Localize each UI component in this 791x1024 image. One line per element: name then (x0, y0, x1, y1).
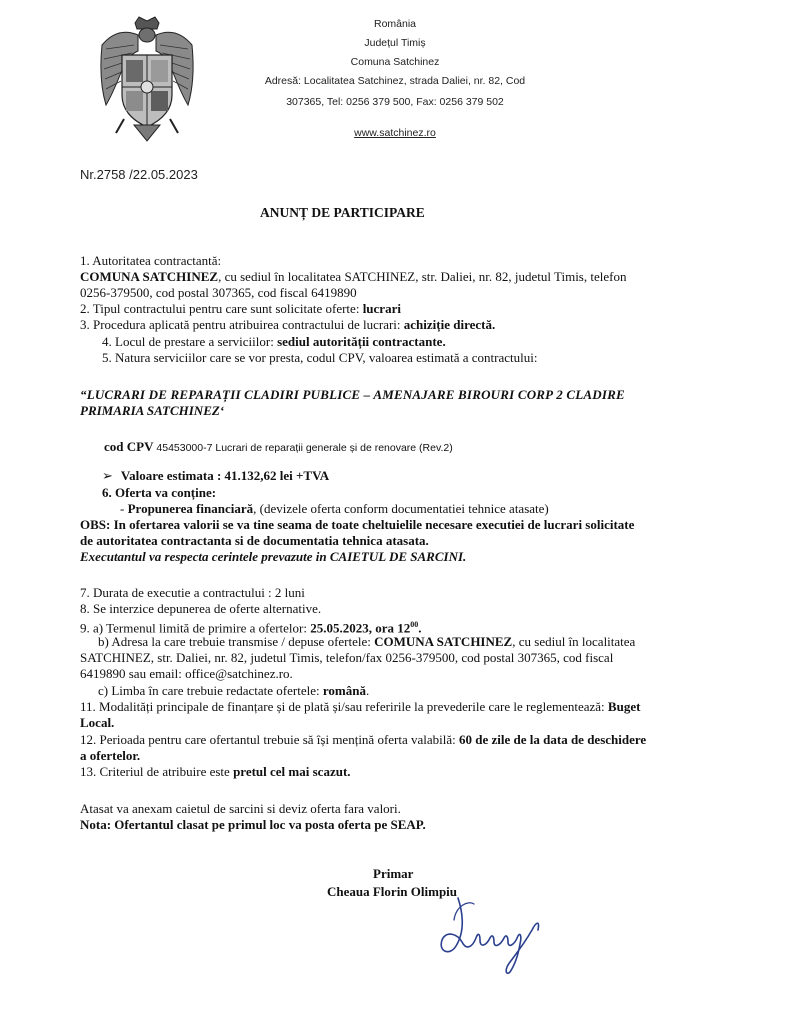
nota (80, 817, 426, 833)
item-dash: - (120, 501, 128, 516)
contract-object-line1: “LUCRARI DE REPARAȚII CLADIRI PUBLICE – AMENAJARE BIROURI CORP 2 CLADIRE (80, 387, 625, 402)
section-12-line2: a ofertelor. (80, 748, 141, 763)
annex-note: Atasat va anexam caietul de sarcini si deviz oferta fara valori. (80, 801, 401, 816)
cpv-value: 45453000-7 Lucrari de reparații generale și de renovare (Rev.2) (153, 442, 453, 454)
section-4-value: sediul autorității contractante. (277, 334, 446, 349)
section-9b (98, 634, 635, 650)
estimated-value-text: Valoare estimata : 41.132,62 lei +TVA (120, 468, 330, 483)
header-address-line2: 307365, Tel: 0256 379 500, Fax: 0256 379 502 (286, 96, 504, 108)
section-9b-line2: SATCHINEZ, str. Daliei, nr. 82, judetul Timis, telefon/fax 0256-379500, cod postal 307365, cod fiscal (80, 650, 614, 665)
section-6-label (102, 485, 216, 501)
language-value: română (322, 683, 366, 698)
section-9c (98, 683, 369, 699)
estimated-value (102, 468, 329, 484)
section-5: 5. Natura serviciilor care se vor presta, codul CPV, valoarea estimată a contractului: (102, 350, 538, 365)
cpv-code (104, 439, 453, 456)
cpv-label: cod CPV (104, 439, 154, 454)
authority-details: , cu sediul în localitatea SATCHINEZ, str. Daliei, nr. 82, judetul Timis, telefon (218, 269, 627, 284)
deadline-value: 25.05.2023, ora 12 (310, 620, 411, 636)
section-12 (80, 732, 646, 748)
section-9c-end: . (365, 683, 370, 698)
contract-object-line2: PRIMARIA SATCHINEZ‘ (80, 403, 225, 418)
obs-line1: OBS: In ofertarea valorii se va tine seama de toate cheltuielile necesare executiei de lucrari solicitate (80, 517, 635, 532)
header-website-link[interactable]: www.satchinez.ro (354, 127, 436, 139)
section-4-text: 4. Locul de prestare a serviciilor: (102, 334, 278, 349)
section-13 (80, 764, 351, 780)
header-county: Județul Timiș (364, 37, 426, 49)
signatory-name: Cheaua Florin Olimpiu (327, 884, 458, 899)
header-commune: Comuna Satchinez (350, 56, 440, 68)
section-3-value: achiziție directă. (403, 317, 496, 332)
section-2-text: 2. Tipul contractului pentru care sunt solicitate oferte: (80, 301, 363, 316)
section-11-text: 11. Modalități principale de finanțare și de plată și/sau referirile la prevederile care le reglementează: (80, 699, 608, 714)
section-1-authority-line2: 0256-379500, cod postal 307365, cod fiscal 6419890 (80, 285, 357, 300)
section-1-label: 1. Autoritatea contractantă: (80, 253, 222, 268)
section-12-value: 60 de zile de la data de deschidere (459, 732, 647, 747)
nota-text: Ofertantul clasat pe primul loc va posta oferta pe SEAP. (114, 817, 426, 832)
section-11-value: Buget (607, 699, 641, 714)
header-country: România (373, 18, 417, 30)
section-9b-text: b) Adresa la care trebuie transmise / depuse ofertele: (98, 634, 375, 649)
financial-proposal: Propunerea financiară (127, 501, 254, 516)
section-12-text: 12. Perioada pentru care ofertantul trebuie să își mențină oferta valabilă: (80, 732, 460, 747)
section-6-item (120, 501, 549, 517)
header-address-line1: Adresă: Localitatea Satchinez, strada Daliei, nr. 82, Cod (264, 75, 526, 87)
institution-header (230, 15, 560, 143)
section-3-text: 3. Procedura aplicată pentru atribuirea contractului de lucrari: (80, 317, 404, 332)
section-13-value: pretul cel mai scazut. (233, 764, 351, 779)
section-9b-line3: 6419890 sau email: office@satchinez.ro. (80, 666, 293, 681)
section-8: 8. Se interzice depunerea de oferte alternative. (80, 601, 322, 616)
section-13-text: 13. Criteriul de atribuire este (80, 764, 234, 779)
financial-proposal-note: , (devizele oferta conform documentatiei tehnice atasate) (253, 501, 549, 516)
section-1-authority (80, 269, 626, 285)
deadline-end: . (418, 620, 422, 636)
section-7: 7. Durata de executie a contractului : 2 luni (80, 585, 305, 600)
handwritten-signature (428, 890, 558, 980)
section-11 (80, 699, 640, 715)
section-6-text: 6. Oferta va conține: (102, 485, 217, 500)
section-9b-rest: , cu sediul în localitatea (512, 634, 636, 649)
section-2-value: lucrari (362, 301, 401, 316)
document-number: Nr.2758 /22.05.2023 (80, 167, 198, 182)
section-9c-text: c) Limba în care trebuie redactate ofertele: (98, 683, 323, 698)
section-3 (80, 317, 495, 333)
deadline-minutes: 00 (410, 620, 419, 629)
section-4 (102, 334, 446, 350)
section-11-line2: Local. (80, 715, 115, 730)
section-2 (80, 301, 401, 317)
document-title: ANUNȚ DE PARTICIPARE (260, 205, 425, 220)
obs-line3: Executantul va respecta cerintele prevazute in CAIETUL DE SARCINI. (80, 549, 467, 564)
obs-line2: de autoritatea contractanta si de documentatia tehnica atasata. (80, 533, 429, 548)
authority-name: COMUNA SATCHINEZ (80, 269, 219, 284)
section-9b-name: COMUNA SATCHINEZ (374, 634, 513, 649)
coat-of-arms-emblem (94, 15, 200, 145)
arrow-bullet-icon: ➢ (102, 468, 113, 483)
nota-label: Nota: (80, 817, 115, 832)
signatory-role: Primar (373, 866, 414, 881)
section-9a-text: 9. a) Termenul limită de primire a ofertelor: (80, 620, 311, 636)
